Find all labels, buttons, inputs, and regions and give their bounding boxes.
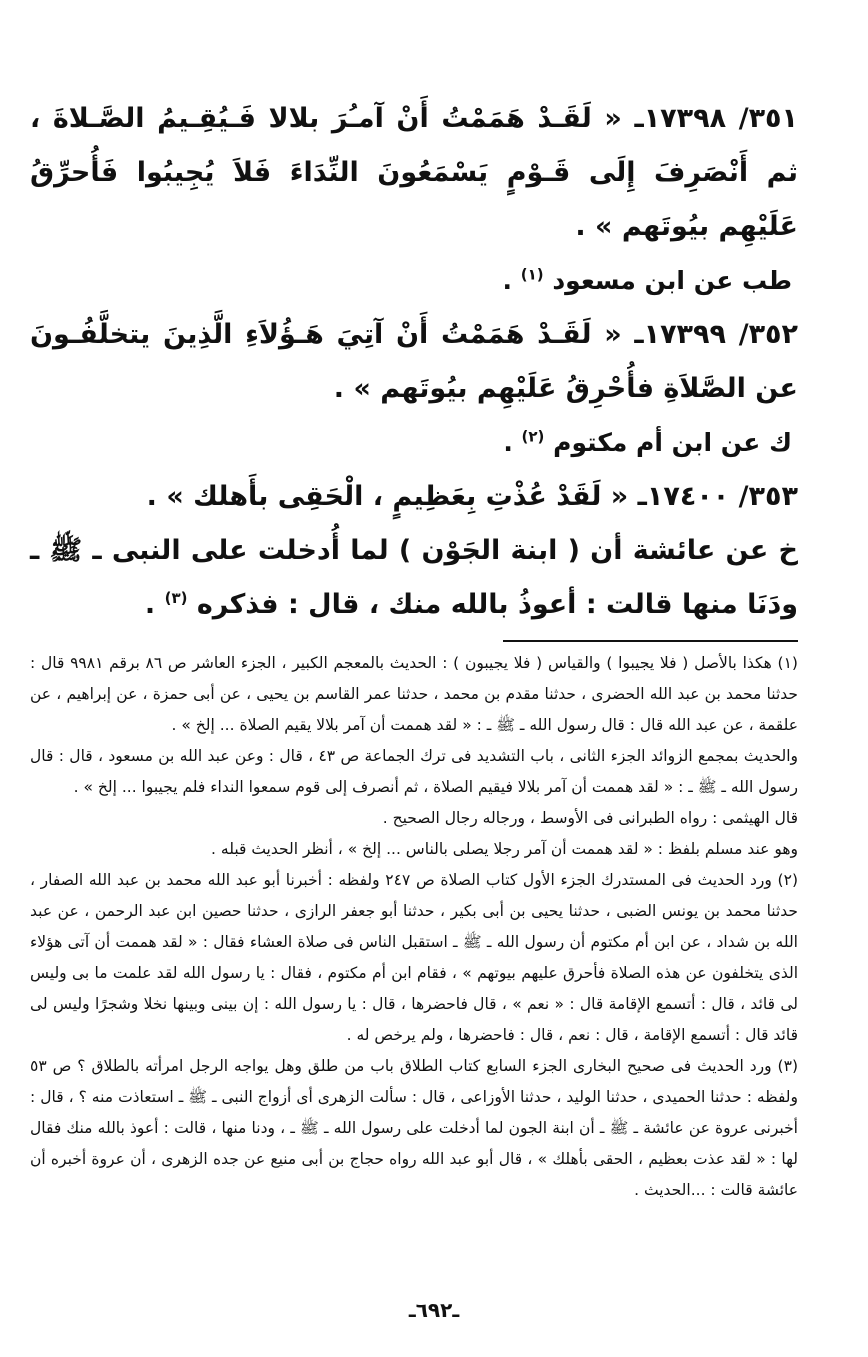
footnote-ref-1: (١): [520, 265, 544, 284]
footnote-1-continued: والحديث بمجمع الزوائد الجزء الثانى ، باب التشديد فى ترك الجماعة ص ٤٣ ، قال : وعن عبد الله بن مسعود ، قال : قال رسول الله ـ ﷺ ـ : « لقد هممت أن آمر بلالا فيقيم الصلاة ، ثم أنصرف إلى قوم سمعوا النداء فلم يجيبوا ... إلخ » .: [30, 747, 799, 796]
source-351-text: طب عن ابن مسعود: [552, 266, 792, 295]
hadith-351: ٣٥١/ ١٧٣٩٨ـ « لَقَـدْ هَمَمْتُ أَنْ آمـُرَ بلالا فَـيُقِـيمُ الصَّـلاةَ ، ثم أَنْصَرِفَ إِلَى قَـوْمٍ يَسْمَعُونَ النِّدَاءَ فَلاَ يُجِيبُوا فَأُحرِّقُ عَلَيْهِم بيُوتَهم » .: [30, 103, 799, 242]
source-351-end: .: [502, 266, 512, 295]
footnote-ref-2: (٢): [521, 427, 545, 446]
source-351: [30, 254, 798, 308]
footnotes: [30, 648, 798, 1206]
footnote-2: (٢) ورد الحديث فى المستدرك الجزء الأول كتاب الصلاة ص ٢٤٧ ولفظه : أخبرنا أبو عبد الله محمد بن عبد الله الصفار ، حدثنا محمد بن يونس الضبى ، حدثنا يحيى بن أبى بكير ، حدثنا أبو جعفر الرازى ، حدثنا حصين ابن عبد الرحمن ، عن عبد الله بن شداد ، عن ابن أم مكتوم أن رسول الله ـ ﷺ ـ استقبل الناس فى صلاة العشاء فقال : « لقد هممت أن آتى هؤلاء الذى يتخلفون عن هذه الصلاة فأحرق عليهم بيوتهم » ، فقام ابن أم مكتوم ، فقال : يا رسول الله لقد علمت ما بى وليس لى قائد ، قال : أتسمع الإقامة قال : « نعم » ، قال فاحضرها ، قال : يا رسول الله : إن بينى وبينها نخلا وشجرًا وليس لى قائد قال : أتسمع الإقامة ، قال : نعم ، قال : فاحضرها ، ولم يرخص له .: [30, 871, 798, 1044]
footnote-3: (٣) ورد الحديث فى صحيح البخارى الجزء السابع كتاب الطلاق باب من طلق وهل يواجه الرجل امرأته بالطلاق ؟ ص ٥٣ ولفظه : حدثنا الحميدى ، حدثنا الوليد ، حدثنا الأوزاعى ، قال : سألت الزهرى أى أزواج النبى ـ ﷺ ـ استعاذت منه ؟ ، قال : أخبرنى عروة عن عائشة ـ ﷺ ـ أن ابنة الجون لما أدخلت على رسول الله ـ ﷺ ـ ، ودنا منها ، قالت : أعوذ بالله منك فقال لها : « لقد عذت بعظيم ، الحقى بأهلك » ، قال أبو عبد الله رواه حجاج بن أبى منيع عن جده الزهرى ، أن عروة أخبره أن عائشة قالت : ...الحديث .: [30, 1057, 798, 1199]
footnote-divider: [503, 640, 798, 642]
source-352: [30, 416, 798, 470]
source-353-text: خ عن عائشة أن ( ابنة الجَوْن ) لما أُدخلت على النبى ـ ﷺ ـ ودَنَا منها قالت : أعوذُ بالله منك ، قال : فذكره: [30, 535, 798, 620]
page-number: ـ٦٩٢ـ: [408, 1298, 460, 1322]
page-body: [30, 92, 798, 1206]
footnote-1-haythami: قال الهيثمى : رواه الطبرانى فى الأوسط ، ورجاله رجال الصحيح .: [382, 809, 798, 827]
source-353: [30, 524, 798, 632]
source-352-text: ك عن ابن أم مكتوم: [553, 428, 792, 457]
footnote-1-muslim: وهو عند مسلم بلفظ : « لقد هممت أن آمر رجلا يصلى بالناس ... إلخ » ، أنظر الحديث قبله .: [211, 840, 798, 858]
source-352-end: .: [503, 428, 513, 457]
hadith-text: [30, 92, 798, 632]
footnote-1: (١) هكذا بالأصل ( فلا يجيبوا ) والقياس ( فلا يجيبون ) : الحديث بالمعجم الكبير ، الجزء العاشر ص ٨٦ برقم ٩٩٨١ قال : حدثنا محمد بن عبد الله الحضرى ، حدثنا مقدم بن محمد ، حدثنا عمر القاسم بن يحيى ، عن أبى حمزة ، عن إبراهيم ، عن علقمة ، عن عبد الله قال : قال رسول الله ـ ﷺ ـ : « لقد هممت أن آمر بلالا يقيم الصلاة ... إلخ » .: [30, 654, 798, 734]
hadith-352: ٣٥٢/ ١٧٣٩٩ـ « لَقَـدْ هَمَمْتُ أَنْ آتِيَ هَـؤُلاَءِ الَّذِينَ يتخلَّفُـونَ عن الصَّلاَةِ فأُحْرِقُ عَلَيْهِم بيُوتَهم » .: [30, 319, 799, 404]
hadith-353: ٣٥٣/ ١٧٤٠٠ـ « لَقَدْ عُذْتِ بِعَظِيمٍ ، الْحَقِى بأَهلك » .: [146, 481, 798, 512]
footnote-ref-3: (٣): [164, 589, 188, 607]
source-353-end: .: [144, 589, 156, 620]
